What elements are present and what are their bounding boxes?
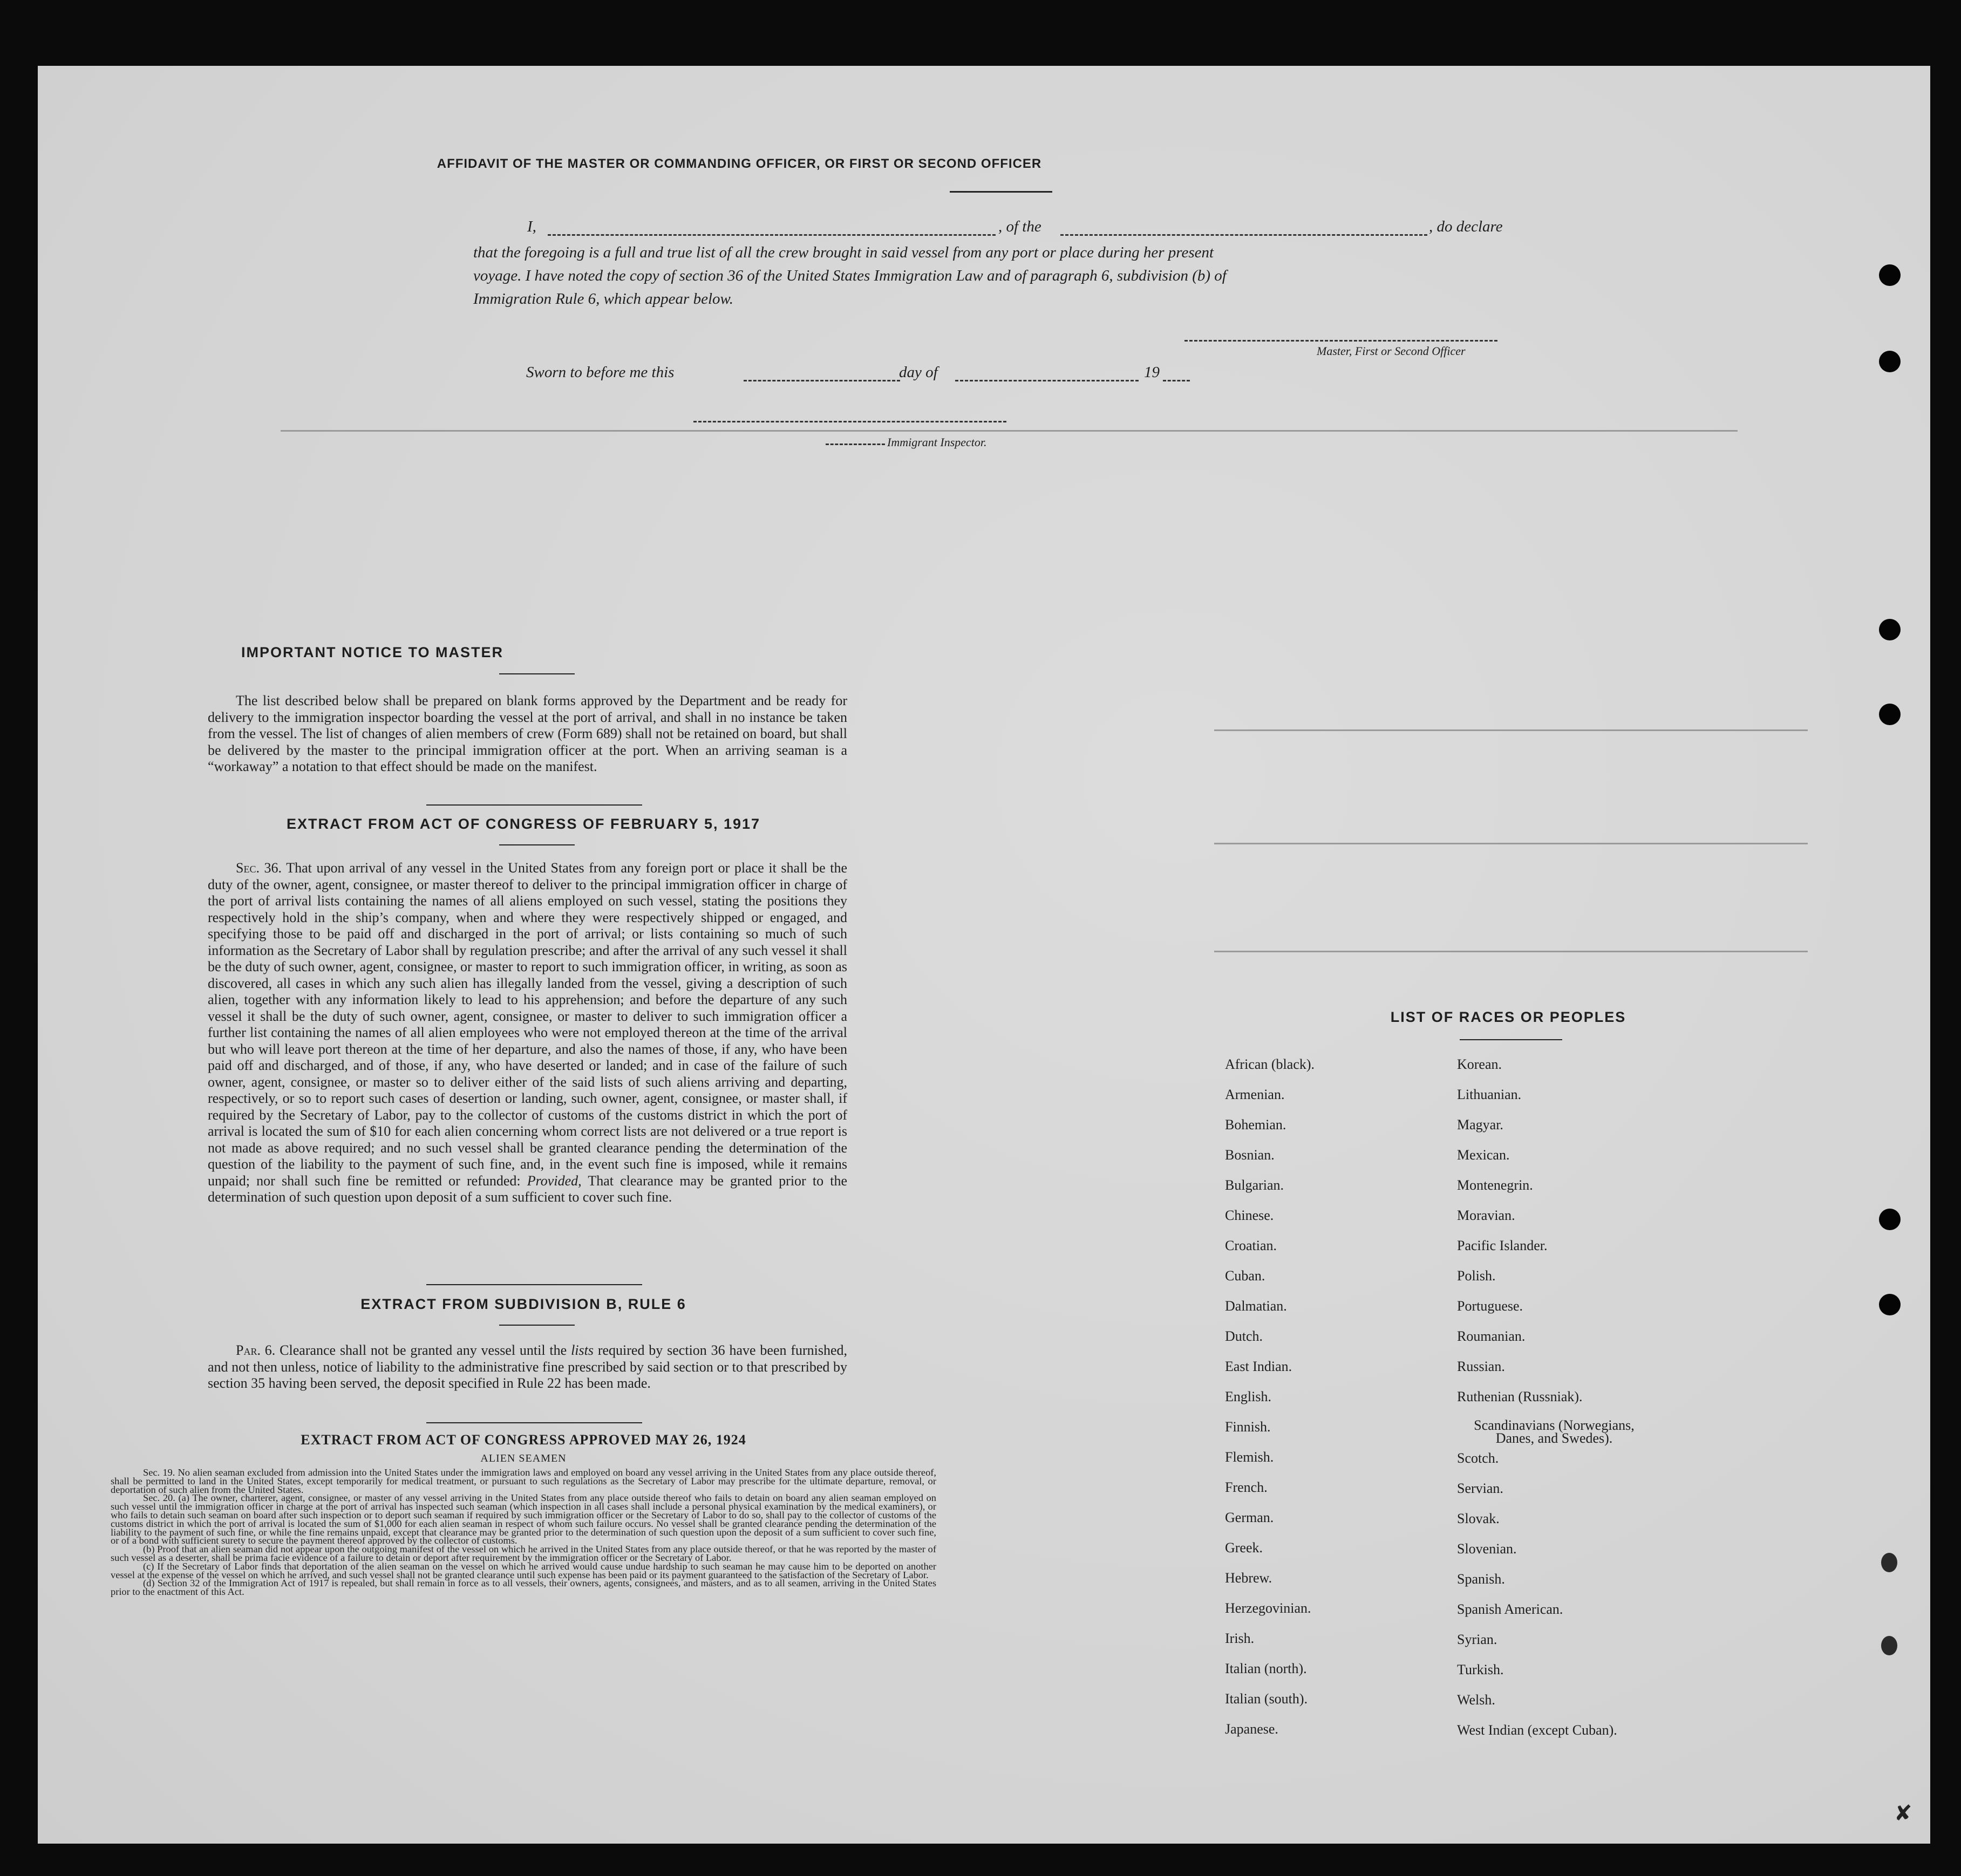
- races-divider: [1460, 1039, 1562, 1040]
- race-item: Magyar.: [1457, 1117, 1503, 1133]
- punch-hole: [1879, 351, 1901, 372]
- form-page: [38, 66, 1930, 1844]
- inspector-label: Immigrant Inspector.: [887, 435, 987, 449]
- proviso-text: That clearance may be granted prior to the determination of such question upon deposit of a sum sufficient to cover such fine.: [208, 1172, 848, 1205]
- race-item: Italian (south).: [1225, 1691, 1308, 1707]
- sworn-year-prefix: 19: [1144, 364, 1160, 381]
- extract-rule6-text: [208, 1342, 847, 1392]
- sworn-month-line[interactable]: [955, 380, 1139, 381]
- race-item: Spanish.: [1457, 1571, 1505, 1587]
- races-right-column: [1457, 1056, 1738, 1752]
- races-title: LIST OF RACES OR PEOPLES: [1390, 1009, 1626, 1025]
- bleed-through-line: [1214, 951, 1808, 952]
- inspector-lead-line: [826, 444, 885, 445]
- race-item: Bohemian.: [1225, 1117, 1286, 1133]
- race-item: West Indian (except Cuban).: [1457, 1722, 1617, 1738]
- race-item: Slovenian.: [1457, 1541, 1517, 1557]
- affidavit-of-the: , of the: [998, 218, 1041, 235]
- punch-hole: [1881, 1636, 1897, 1655]
- bleed-through-line: [1214, 729, 1808, 731]
- master-name-line[interactable]: [548, 234, 996, 236]
- sworn-day-line[interactable]: [744, 380, 900, 381]
- bleed-through-line: [1214, 843, 1808, 844]
- race-item: Italian (north).: [1225, 1661, 1307, 1676]
- race-item: Japanese.: [1225, 1721, 1278, 1737]
- extract-1924-subtitle: ALIEN SEAMEN: [480, 1452, 567, 1464]
- affidavit-line-3: voyage. I have noted the copy of section 36 of the United States Immigration Law and of paragraph 6, subdivision (b) of: [473, 267, 1227, 284]
- sworn-label: Sworn to before me this: [526, 364, 675, 381]
- race-item: African (black).: [1225, 1056, 1315, 1072]
- race-item: Scandinavians (Norwegians, Danes, and Swedes).: [1474, 1417, 1635, 1446]
- extract-1924-paragraph: Sec. 20. (a) The owner, charterer, agent, consignee, or master of any vessel arriving in the United States from any place outside thereof who fails to detain on board any alien seaman employed on such vessel until the immigration officer in charge at the port of arrival has inspected such seaman (which inspection in all cases shall include a personal physical examination by the medical examiners), or who fails to detain such seaman on board after such inspection or to deport such seaman if required by such immigration officer or the Secretary of Labor to do so, shall pay to the collector of customs of the customs district in which the port of arrival is located the sum of $1,000 for each alien seaman in respect of whom such failure occurs. No vessel shall be granted clearance pending the determination of the liability to the payment of such fine, or while the fine remains unpaid, except that clearance may be granted prior to the determination of such question upon the deposit of a sum sufficient to cover such fine, or of a bond with sufficient surety to secure the payment thereof approved by the collector of customs.: [111, 1492, 936, 1546]
- section-divider: [426, 1284, 642, 1285]
- race-item: Pacific Islander.: [1457, 1238, 1548, 1253]
- race-item: French.: [1225, 1479, 1268, 1495]
- race-item: Dutch.: [1225, 1328, 1263, 1344]
- punch-hole: [1879, 1209, 1901, 1230]
- punch-hole: [1879, 619, 1901, 640]
- extract-1917-text: [208, 860, 847, 1206]
- race-item: Dalmatian.: [1225, 1298, 1287, 1314]
- par-6-label: Par. 6.: [236, 1342, 276, 1358]
- race-item: Greek.: [1225, 1540, 1263, 1556]
- race-item: Servian.: [1457, 1481, 1503, 1496]
- extract-1924-paragraph: (c) If the Secretary of Labor finds that deportation of the alien seaman on the vessel on which he arrived would cause undue hardship to such seaman he may cause him to be deported on another vessel at the expense of the vessel on which he arrived, and such vessel shall not be granted clearance until such expense has been paid or its payment guaranteed to the satisfaction of the Secretary of Labor.: [111, 1560, 936, 1580]
- race-item: Russian.: [1457, 1359, 1505, 1374]
- race-item: Welsh.: [1457, 1692, 1495, 1708]
- extract-1917-title: EXTRACT FROM ACT OF CONGRESS OF FEBRUARY 5, 1917: [286, 816, 761, 832]
- extract-1924-paragraph: Sec. 19. No alien seaman excluded from admission into the United States under the immigration laws and employed on board any vessel arriving in the United States from any place outside thereof, shall be permitted to land in the United States, except temporarily for medical treatment, or pursuant to such regulations as the Secretary of Labor may prescribe for the ultimate departure, removal, or deportation of such alien from the United States.: [111, 1467, 936, 1495]
- bleed-through-line: [281, 430, 1738, 432]
- check-mark: ✘: [1894, 1801, 1912, 1825]
- race-item: English.: [1225, 1389, 1271, 1404]
- notice-text: The list described below shall be prepared on blank forms approved by the Department and be ready for delivery to the immigration inspector boarding the vessel at the port of arrival, and shall in no instance be taken from the vessel. The list of changes of alien members of crew (Form 689) shall not be retained on board, but shall be delivered by the master to the principal immigration officer at the port. When an arriving seaman is a “workaway” a notation to that effect should be made on the manifest.: [208, 693, 847, 774]
- vessel-name-line[interactable]: [1060, 234, 1427, 236]
- race-item: Polish.: [1457, 1268, 1496, 1284]
- race-item: Herzegovinian.: [1225, 1600, 1311, 1616]
- sworn-day-of: day of: [899, 364, 938, 381]
- affidavit-title: AFFIDAVIT OF THE MASTER OR COMMANDING OFFICER, OR FIRST OR SECOND OFFICER: [437, 156, 1042, 171]
- extract-rule6-divider: [499, 1325, 575, 1326]
- affidavit-i: I,: [527, 218, 536, 235]
- inspector-signature-line[interactable]: [693, 421, 1006, 422]
- race-item: Flemish.: [1225, 1449, 1274, 1465]
- race-item: Armenian.: [1225, 1087, 1285, 1102]
- race-item: Spanish American.: [1457, 1601, 1563, 1617]
- master-signature-label: Master, First or Second Officer: [1317, 344, 1466, 358]
- par-6-lists: lists: [571, 1342, 594, 1358]
- punch-hole: [1881, 1553, 1897, 1572]
- extract-1924-body: [111, 1469, 936, 1597]
- race-item: Finnish.: [1225, 1419, 1271, 1435]
- race-item: Mexican.: [1457, 1147, 1510, 1163]
- extract-1924-paragraph: (d) Section 32 of the Immigration Act of 1917 is repealed, but shall remain in force as to all vessels, their owners, agents, consignees, and masters, and as to all seamen, arriving in the United States prior to the enactment of this Act.: [111, 1578, 936, 1598]
- punch-hole: [1879, 704, 1901, 725]
- par-6-text-after: required by section 36 have been furnished, and not then unless, notice of liability to the administrative fine prescribed by said section or to that prescribed by section 35 having been served, the deposit specified in Rule 22 has been made.: [208, 1342, 848, 1391]
- race-item: Montenegrin.: [1457, 1177, 1533, 1193]
- race-item: Hebrew.: [1225, 1570, 1272, 1586]
- race-item: Bulgarian.: [1225, 1177, 1284, 1193]
- race-item: Roumanian.: [1457, 1328, 1526, 1344]
- race-item: Bosnian.: [1225, 1147, 1275, 1163]
- race-item: Turkish.: [1457, 1662, 1504, 1677]
- race-item: Portuguese.: [1457, 1298, 1523, 1314]
- par-6-text-before: Clearance shall not be granted any vessel until the: [280, 1342, 567, 1358]
- extract-1924-paragraph: (b) Proof that an alien seaman did not appear upon the outgoing manifest of the vessel on which he arrived in the United States from any place outside thereof, or that he was reported by the master of such vessel as a deserter, shall be prima facie evidence of a failure to detain or deport after requirement by the immigration officer or the Secretary of Labor.: [111, 1544, 936, 1563]
- race-item: Moravian.: [1457, 1208, 1515, 1223]
- race-item: Croatian.: [1225, 1238, 1277, 1253]
- proviso-label: Provided,: [527, 1172, 582, 1189]
- race-item: Irish.: [1225, 1631, 1255, 1646]
- section-divider: [426, 1422, 642, 1423]
- race-item: Korean.: [1457, 1056, 1502, 1072]
- sworn-year-line[interactable]: [1163, 380, 1190, 381]
- race-item: Cuban.: [1225, 1268, 1265, 1284]
- race-item: Syrian.: [1457, 1632, 1497, 1647]
- notice-title: IMPORTANT NOTICE TO MASTER: [241, 644, 503, 660]
- race-item: Slovak.: [1457, 1511, 1500, 1526]
- title-divider: [950, 191, 1052, 193]
- race-item: East Indian.: [1225, 1359, 1292, 1374]
- races-left-column: [1225, 1056, 1430, 1751]
- notice-divider: [499, 673, 575, 674]
- affidavit-do-declare: , do declare: [1429, 218, 1503, 235]
- section-divider: [426, 804, 642, 806]
- extract-1917-divider: [499, 844, 575, 845]
- race-item: Lithuanian.: [1457, 1087, 1522, 1102]
- affidavit-line-4: Immigration Rule 6, which appear below.: [473, 290, 733, 308]
- affidavit-line-2: that the foregoing is a full and true list of all the crew brought in said vessel from any port or place during her present: [473, 244, 1214, 261]
- punch-hole: [1879, 264, 1901, 286]
- race-item: Scotch.: [1457, 1450, 1499, 1466]
- punch-hole: [1879, 1294, 1901, 1315]
- sec-36-label: Sec. 36.: [236, 860, 282, 876]
- race-item: Chinese.: [1225, 1208, 1274, 1223]
- sec-36-body: That upon arrival of any vessel in the United States from any foreign port or place it shall be the duty of the owner, agent, consignee, or master thereof to deliver to the principal immigration officer in charge of the port of arrival lists containing the names of all aliens employed on such vessel, stating the positions they respectively hold in the ship’s company, when and where they were respectively shipped or engaged, and specifying those to be paid off and discharged in the port of arrival; or lists containing so much of such information as the Secretary of Labor shall by regulation prescribe; and after the arrival of any such vessel it shall be the duty of such owner, agent, consignee, or master to report to such immigration officer, in writing, as soon as discovered, all cases in which any such alien has illegally landed from the vessel, giving a description of such alien, together with any information likely to lead to his apprehension; and before the departure of any such vessel it shall be the duty of such owner, agent, consignee, or master to deliver to such immigration officer a further list containing the names of all alien employees who were not employed thereon at the time of the arrival but who will leave port thereon at the time of her departure, and also the names of those, if any, who have been paid off and discharged, and of those, if any, who have deserted or landed; and in case of the failure of such owner, agent, consignee, or master so to deliver either of the said lists of such aliens arriving and departing, respectively, or so to report such cases of desertion or landing, such owner, agent, consignee, or master shall, if required by the Secretary of Labor, pay to the collector of customs of the customs district in which the port of arrival is located the sum of $10 for each alien concerning whom correct lists are not delivered or a true report is not made as above required; and no such vessel shall be granted clearance pending the determination of the question of the liability to the payment of such fine, and, in the event such fine is imposed, while it remains unpaid; nor shall such fine be remitted or refunded:: [208, 860, 848, 1189]
- race-item: German.: [1225, 1510, 1274, 1525]
- race-item: Ruthenian (Russniak).: [1457, 1389, 1583, 1404]
- extract-1924-title: EXTRACT FROM ACT OF CONGRESS APPROVED MAY 26, 1924: [301, 1432, 746, 1448]
- extract-rule6-title: EXTRACT FROM SUBDIVISION B, RULE 6: [360, 1296, 686, 1312]
- master-signature-line[interactable]: [1184, 340, 1497, 342]
